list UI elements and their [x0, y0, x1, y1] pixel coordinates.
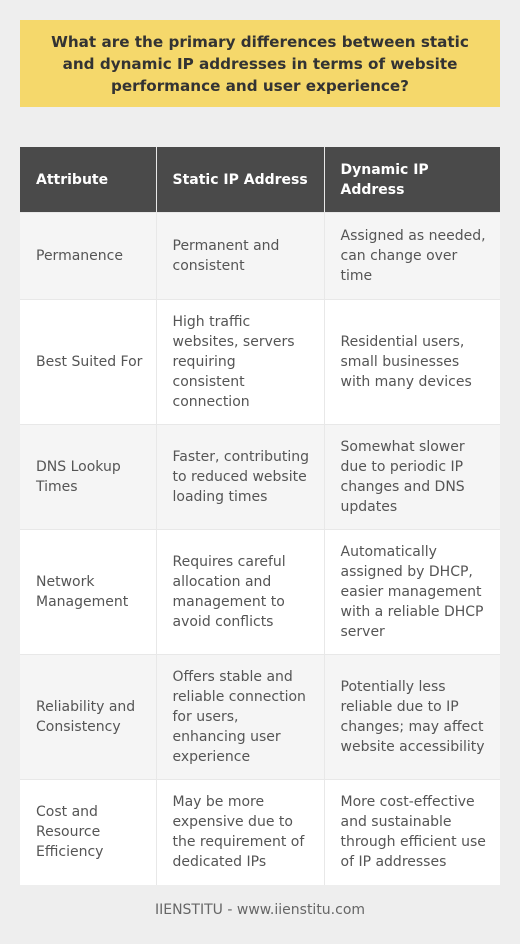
attribute-cell: Permanence: [20, 213, 156, 300]
dynamic-cell: Residential users, small businesses with many devices: [324, 300, 500, 425]
table-row: [20, 300, 500, 425]
static-cell: Requires careful allocation and management to avoid conflicts: [156, 530, 324, 655]
question-banner: [20, 20, 500, 107]
question-text: What are the primary differences between static and dynamic IP addresses in terms of website performance and user experience?: [51, 32, 469, 95]
table-row: [20, 655, 500, 780]
footer-credit: IIENSTITU - www.iienstitu.com: [154, 902, 366, 918]
static-cell: Offers stable and reliable connection for users, enhancing user experience: [156, 655, 324, 780]
static-cell: May be more expensive due to the requirement of dedicated IPs: [156, 780, 324, 885]
static-cell: High traffic websites, servers requiring consistent connection: [156, 300, 324, 425]
static-cell: Permanent and consistent: [156, 213, 324, 300]
attribute-cell: DNS Lookup Times: [20, 425, 156, 530]
table-row: [20, 425, 500, 530]
table-header-row: [20, 147, 500, 213]
header-attribute: Attribute: [20, 147, 156, 213]
dynamic-cell: Assigned as needed, can change over time: [324, 213, 500, 300]
dynamic-cell: More cost-effective and sustainable through efficient use of IP addresses: [324, 780, 500, 885]
table-row: [20, 530, 500, 655]
static-cell: Faster, contributing to reduced website loading times: [156, 425, 324, 530]
table-row: [20, 213, 500, 300]
attribute-cell: Reliability and Consistency: [20, 655, 156, 780]
dynamic-cell: Automatically assigned by DHCP, easier management with a reliable DHCP server: [324, 530, 500, 655]
table-row: [20, 780, 500, 885]
dynamic-cell: Somewhat slower due to periodic IP changes and DNS updates: [324, 425, 500, 530]
header-dynamic-ip: Dynamic IP Address: [324, 147, 500, 213]
attribute-cell: Best Suited For: [20, 300, 156, 425]
header-static-ip: Static IP Address: [156, 147, 324, 213]
comparison-table: [20, 147, 500, 885]
attribute-cell: Cost and Resource Efficiency: [20, 780, 156, 885]
dynamic-cell: Potentially less reliable due to IP changes; may affect website accessibility: [324, 655, 500, 780]
attribute-cell: Network Management: [20, 530, 156, 655]
